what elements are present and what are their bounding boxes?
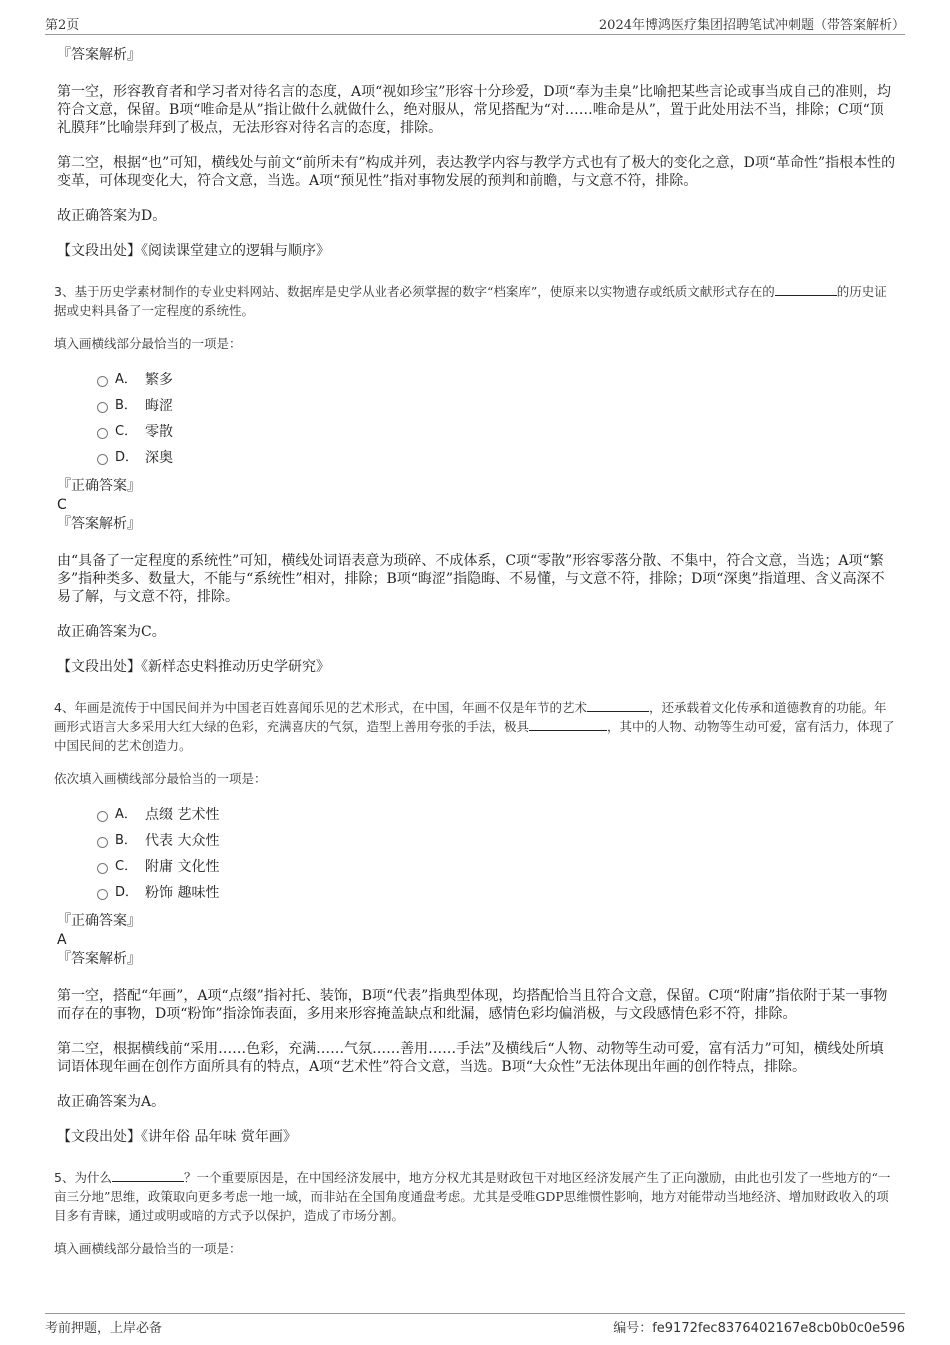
page-header bbox=[45, 14, 905, 35]
option-c[interactable]: C． 零散 bbox=[57, 419, 897, 445]
radio-icon[interactable] bbox=[97, 889, 108, 900]
analysis-conclusion: 故正确答案为C。 bbox=[57, 624, 166, 640]
footer-slogan: 考前押题，上岸必备 bbox=[45, 1321, 163, 1336]
page-number: 第2页 bbox=[45, 18, 80, 33]
source-line: 【文段出处】《阅读课堂建立的逻辑与顺序》 bbox=[57, 243, 330, 259]
radio-icon[interactable] bbox=[97, 402, 108, 413]
option-a[interactable]: A． 繁多 bbox=[57, 367, 897, 393]
page-content bbox=[54, 45, 897, 1272]
option-d[interactable]: D． 粉饰 趣味性 bbox=[57, 880, 897, 906]
question-stem: 4、年画是流传于中国民间并为中国老百姓喜闻乐见的艺术形式，在中国，年画不仅是年节的艺术 ，还承载着文化传承和道德教育的功能。年画形式语言大多采用大红大绿的色彩，充满喜庆的气氛，造型上善用夸张的手法，极具 ，其中的人物、动物等生动可爱，富有活力，体现了中国民间的艺术创造力。 bbox=[54, 700, 895, 753]
source-line: 【文段出处】《讲年俗 品年味 赏年画》 bbox=[57, 1129, 297, 1145]
analysis-paragraph: 第二空，根据“也”可知，横线处与前文“前所未有”构成并列，表达教学内容与教学方式也有了极大的变化之意，D项“革命性”指根本性的变革，可体现变化大，符合文意，当选。A项“预见性”指对事物发展的预判和前瞻，与文意不符，排除。 bbox=[57, 155, 896, 189]
analysis-label: 『答案解析』 bbox=[57, 951, 141, 967]
analysis-label: 『答案解析』 bbox=[57, 47, 141, 63]
option-d[interactable]: D． 深奥 bbox=[57, 445, 897, 471]
analysis-paragraph: 第一空，搭配“年画”，A项“点缀”指衬托、装饰，B项“代表”指典型体现，均搭配恰当且符合文意，保留。C项“附庸”指依附于某一事物而存在的事物，D项“粉饰”指涂饰表面，多用来形容掩盖缺点和纰漏，感情色彩均偏消极，与文段感情色彩不符，排除。 bbox=[57, 988, 888, 1022]
correct-answer-label: 『正确答案』 bbox=[57, 478, 141, 494]
option-c[interactable]: C． 附庸 文化性 bbox=[57, 854, 897, 880]
correct-answer-label: 『正确答案』 bbox=[57, 913, 141, 929]
question-instruction: 填入画横线部分最恰当的一项是： bbox=[54, 1241, 242, 1256]
radio-icon[interactable] bbox=[97, 811, 108, 822]
radio-icon[interactable] bbox=[97, 837, 108, 848]
option-b[interactable]: B． 晦涩 bbox=[57, 393, 897, 419]
option-list bbox=[57, 367, 897, 471]
correct-answer: C bbox=[57, 497, 67, 513]
option-a[interactable]: A． 点缀 艺术性 bbox=[57, 802, 897, 828]
radio-icon[interactable] bbox=[97, 454, 108, 465]
analysis-conclusion: 故正确答案为D。 bbox=[57, 208, 167, 224]
question-stem: 5、为什么 ？一个重要原因是，在中国经济发展中，地方分权尤其是财政包干对地区经济发展产生了正向激励，由此也引发了一些地方的“一亩三分地”思维，政策取向更多考虑一地一域，而非站在全国角度通盘考虑。尤其是受唯GDP思维惯性影响，地方对能带动当地经济、增加财政收入的项目多有青睐，通过或明或暗的方式予以保护，造成了市场分割。 bbox=[54, 1170, 891, 1223]
option-b[interactable]: B． 代表 大众性 bbox=[57, 828, 897, 854]
page-footer bbox=[45, 1313, 905, 1336]
analysis-paragraph: 由“具备了一定程度的系统性”可知，横线处词语表意为琐碎、不成体系，C项“零散”形容零落分散、不集中，符合文意，当选；A项“繁多”指种类多、数量大，不能与“系统性”相对，排除；B项“晦涩”指隐晦、不易懂，与文意不符，排除；D项“深奥”指道理、含义高深不易了解，与文意不符，排除。 bbox=[57, 553, 885, 605]
document-code: 编号：fe9172fec8376402167e8cb0b0c0e596 bbox=[613, 1321, 905, 1336]
answer-blank bbox=[112, 1168, 184, 1182]
analysis-conclusion: 故正确答案为A。 bbox=[57, 1094, 166, 1110]
answer-blank bbox=[587, 698, 649, 712]
question-instruction: 依次填入画横线部分最恰当的一项是： bbox=[54, 771, 267, 786]
answer-blank bbox=[775, 282, 837, 296]
radio-icon[interactable] bbox=[97, 428, 108, 439]
question-stem: 3、基于历史学素材制作的专业史料网站、数据库是史学从业者必须掌握的数字“档案库”，使原来以实物遗存或纸质文献形式存在的 的历史证据或史料具备了一定程度的系统性。 bbox=[54, 284, 887, 318]
analysis-paragraph: 第二空，根据横线前“采用……色彩，充满……气氛……善用……手法”及横线后“人物、动物等生动可爱，富有活力”可知，横线处所填词语体现年画在创作方面所具有的特点，A项“艺术性”符合文意，当选。B项“大众性”无法体现出年画的创作特点，排除。 bbox=[57, 1041, 884, 1075]
radio-icon[interactable] bbox=[97, 376, 108, 387]
question-instruction: 填入画横线部分最恰当的一项是： bbox=[54, 336, 242, 351]
document-title: 2024年博鸿医疗集团招聘笔试冲刺题（带答案解析） bbox=[598, 18, 905, 33]
radio-icon[interactable] bbox=[97, 863, 108, 874]
source-line: 【文段出处】《新样态史料推动历史学研究》 bbox=[57, 659, 330, 675]
analysis-paragraph: 第一空，形容教育者和学习者对待名言的态度，A项“视如珍宝”形容十分珍爱，D项“奉为圭臬”比喻把某些言论或事当成自己的准则，均符合文意，保留。B项“唯命是从”指让做什么就做什么，绝对服从，常见搭配为“对……唯命是从”，置于此处用法不当，排除；C项“顶礼膜拜”比喻崇拜到了极点，无法形容对待名言的态度，排除。 bbox=[57, 84, 891, 136]
answer-blank bbox=[529, 717, 607, 731]
option-list bbox=[57, 802, 897, 906]
analysis-label: 『答案解析』 bbox=[57, 516, 141, 532]
correct-answer: A bbox=[57, 932, 67, 948]
